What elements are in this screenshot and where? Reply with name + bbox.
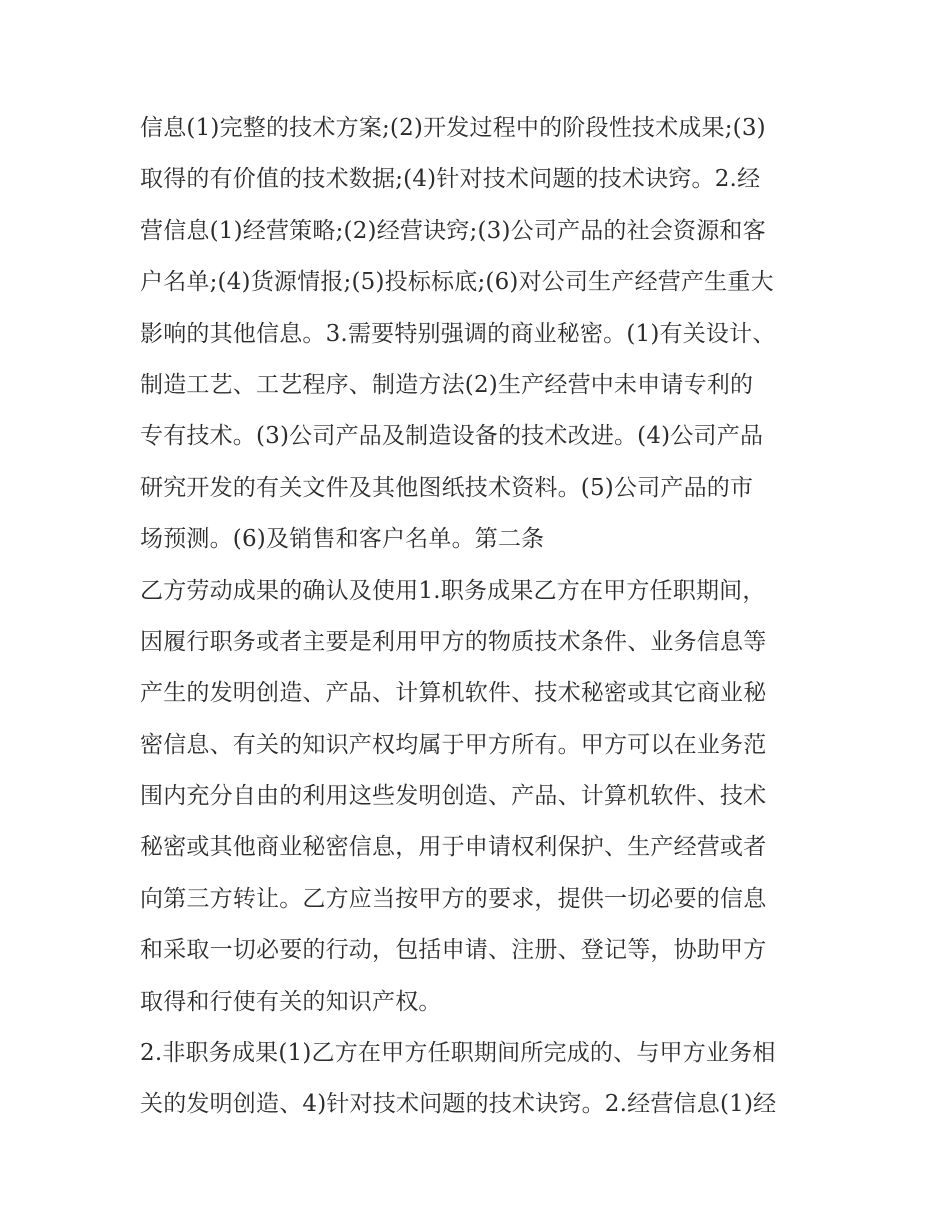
text-line-3: 营信息(1)经营策略;(2)经营诀窍;(3)公司产品的社会资源和客 (140, 217, 766, 244)
text-line-11: 因履行职务或者主要是利用甲方的物质技术条件、业务信息等 (140, 628, 767, 655)
text-line-18: 取得和行使有关的知识产权。 (140, 988, 442, 1015)
text-line-14: 围内充分自由的利用这些发明创造、产品、计算机软件、技术 (140, 783, 767, 810)
text-line-8: 研究开发的有关文件及其他图纸技术资料。(5)公司产品的市 (140, 474, 754, 501)
text-line-6: 制造工艺、工艺程序、制造方法(2)生产经营中未申请专利的 (140, 371, 754, 398)
text-line-7: 专有技术。(3)公司产品及制造设备的技术改进。(4)公司产品 (140, 423, 764, 450)
text-line-20: 关的发明创造、4)针对技术问题的技术诀窍。2.经营信息(1)经 (140, 1091, 777, 1118)
text-line-19: 2.非职务成果(1)乙方在甲方任职期间所完成的、与甲方业务相 (140, 1040, 776, 1067)
text-line-12: 产生的发明创造、产品、计算机软件、技术秘密或其它商业秘 (140, 680, 767, 707)
text-line-16: 向第三方转让。乙方应当按甲方的要求，提供一切必要的信息 (140, 885, 767, 912)
text-line-15: 秘密或其他商业秘密信息，用于申请权利保护、生产经营或者 (140, 834, 767, 861)
document-body (140, 103, 820, 1131)
text-line-1: 信息(1)完整的技术方案;(2)开发过程中的阶段性技术成果;(3) (140, 115, 766, 141)
text-line-13: 密信息、有关的知识产权均属于甲方所有。甲方可以在业务范 (140, 731, 767, 758)
text-line-2: 取得的有价值的技术数据;(4)针对技术问题的技术诀窍。2.经 (140, 166, 761, 193)
text-line-5: 影响的其他信息。3.需要特别强调的商业秘密。(1)有关设计、 (140, 320, 776, 347)
text-line-10: 乙方劳动成果的确认及使用1.职务成果乙方在甲方任职期间， (140, 577, 766, 604)
text-line-9: 场预测。(6)及销售和客户名单。第二条 (140, 526, 545, 553)
text-line-17: 和采取一切必要的行动，包括申请、注册、登记等，协助甲方 (140, 937, 767, 964)
text-line-4: 户名单;(4)货源情报;(5)投标标底;(6)对公司生产经营产生重大 (140, 269, 774, 296)
